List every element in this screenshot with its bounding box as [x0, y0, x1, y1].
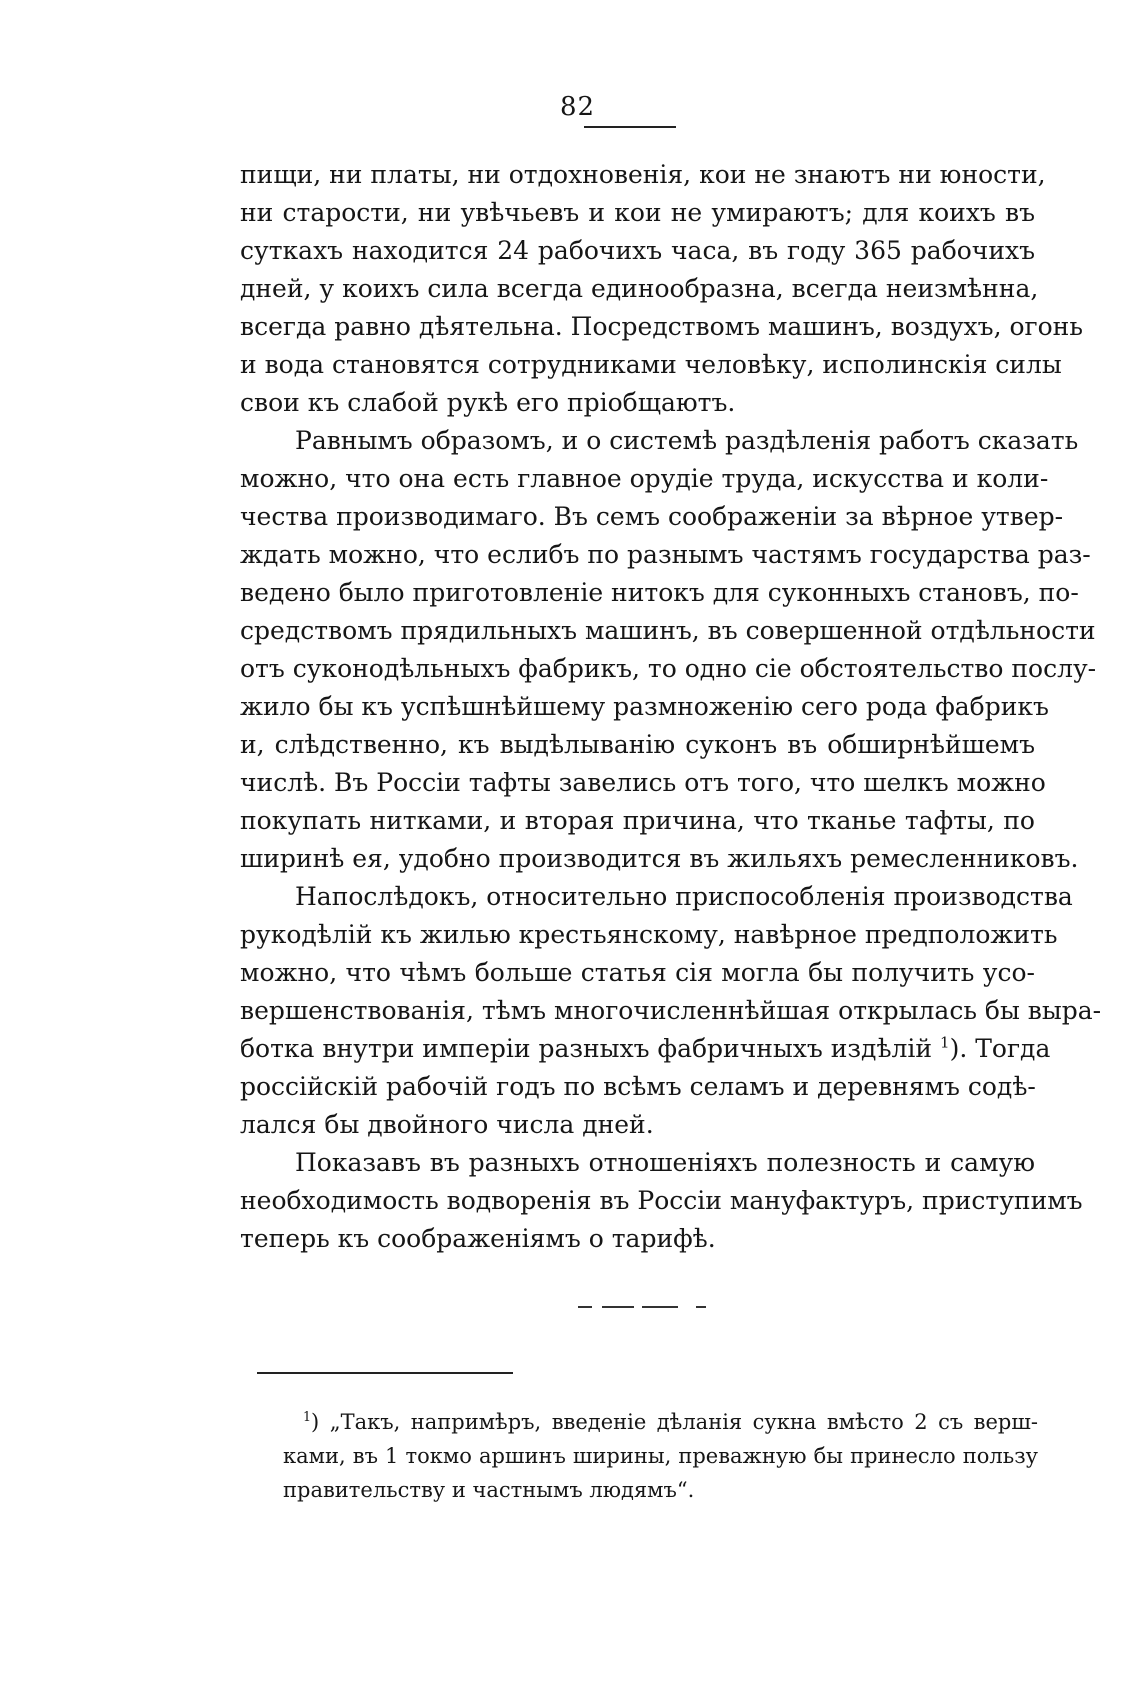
text-line: необходимость водворенія въ Россіи мануфактуръ, приступимъ — [240, 1186, 1083, 1215]
text-line: покупать нитками, и вторая причина, что тканье тафты, по — [240, 806, 1035, 835]
text-line: числѣ. Въ Россіи тафты завелись отъ того, что шелкъ можно — [240, 768, 1046, 797]
text-line: отъ суконодѣльныхъ фабрикъ, то одно сіе обстоятельство послу- — [240, 654, 1097, 683]
footnote-marker: 1 — [303, 1409, 312, 1424]
paragraph-2 — [240, 422, 1097, 878]
text-line: ведено было приготовленіе нитокъ для суконныхъ становъ, по- — [240, 578, 1079, 607]
text-line: пищи, ни платы, ни отдохновенія, кои не знаютъ ни юности, — [240, 160, 1046, 189]
text-line: чества производимаго. Въ семъ соображеніи за вѣрное утвер- — [240, 502, 1064, 531]
footnote-line — [283, 1405, 1038, 1439]
text-line: всегда равно дѣятельна. Посредствомъ машинъ, воздухъ, огонь — [240, 312, 1083, 341]
text-line: и вода становятся сотрудниками человѣку, исполинскія силы — [240, 350, 1062, 379]
text-line: лался бы двойного числа дней. — [240, 1110, 654, 1139]
text-fragment: ). Тогда — [949, 1034, 1051, 1063]
footnote-marker-close: ) — [311, 1410, 320, 1434]
page-number: 82 — [560, 92, 596, 122]
text-line-with-footnote-ref — [240, 1030, 1051, 1068]
paragraph-1 — [240, 156, 1083, 422]
footnote-ref[interactable]: 1 — [940, 1033, 950, 1052]
text-line: можно, что чѣмъ больше статья сія могла бы получить усо- — [240, 958, 1035, 987]
footnotes — [283, 1405, 1038, 1507]
text-line: рукодѣлій къ жилью крестьянскому, навѣрное предположить — [240, 920, 1058, 949]
text-line: Равнымъ образомъ, и о системѣ раздѣленія работъ сказать — [295, 426, 1079, 455]
text-line: средствомъ прядильныхъ машинъ, въ совершенной отдѣльности — [240, 616, 1096, 645]
text-line: можно, что она есть главное орудіе труда, искусства и коли- — [240, 464, 1049, 493]
text-line: дней, у коихъ сила всегда единообразна, всегда неизмѣнна, — [240, 274, 1039, 303]
paragraph-3 — [240, 878, 1102, 1144]
text-line: ни старости, ни увѣчьевъ и кои не умираютъ; для коихъ въ — [240, 198, 1035, 227]
paragraph-4 — [240, 1144, 1083, 1258]
footnote-line: правительству и частнымъ людямъ“. — [283, 1478, 695, 1502]
text-fragment: ботка внутри имперіи разныхъ фабричныхъ издѣлій — [240, 1034, 933, 1063]
text-line: свои къ слабой рукѣ его пріобщаютъ. — [240, 388, 736, 417]
text-line: вершенствованія, тѣмъ многочисленнѣйшая открылась бы выра- — [240, 996, 1102, 1025]
footnote-line: ками, въ 1 токмо аршинъ ширины, преважную бы принесло пользу — [283, 1444, 1038, 1468]
text-line: теперь къ соображеніямъ о тарифѣ. — [240, 1224, 716, 1253]
text-line: и, слѣдственно, къ выдѣлыванію суконъ въ обширнѣйшемъ — [240, 730, 1035, 759]
text-line: Напослѣдокъ, относительно приспособленія производства — [295, 882, 1073, 911]
header-rule — [584, 126, 676, 128]
text-line: ширинѣ ея, удобно производится въ жильяхъ ремесленниковъ. — [240, 844, 1079, 873]
text-line: ждать можно, что еслибъ по разнымъ частямъ государства раз- — [240, 540, 1091, 569]
body-text — [240, 156, 1102, 1258]
footnote-rule — [257, 1372, 513, 1374]
section-separator — [578, 1306, 708, 1308]
text-line: Показавъ въ разныхъ отношеніяхъ полезность и самую — [295, 1148, 1035, 1177]
text-line: суткахъ находится 24 рабочихъ часа, въ году 365 рабочихъ — [240, 236, 1035, 265]
text-line: жило бы къ успѣшнѣйшему размноженію сего рода фабрикъ — [240, 692, 1049, 721]
footnote-text: „Такъ, напримѣръ, введеніе дѣланія сукна вмѣсто 2 съ верш- — [329, 1410, 1038, 1434]
text-line: россійскій рабочій годъ по всѣмъ селамъ и деревнямъ содѣ- — [240, 1072, 1036, 1101]
